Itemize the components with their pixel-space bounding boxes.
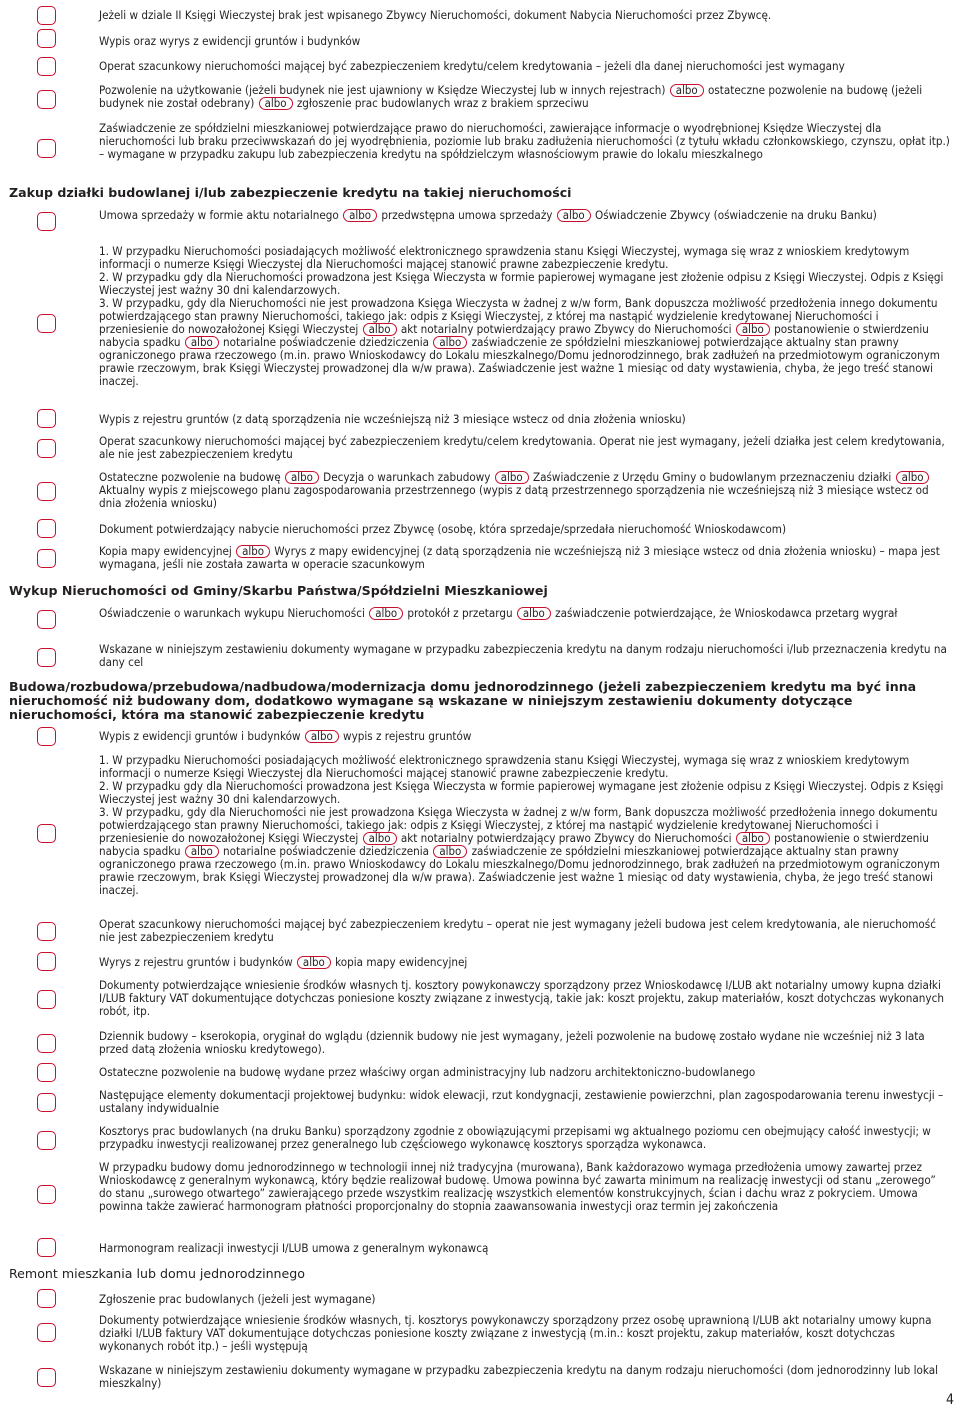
section-heading: Wykup Nieruchomości od Gminy/Skarbu Państwa/Spółdzielni Mieszkaniowej [9,583,548,598]
albo-badge: albo [433,845,467,858]
item-text: Zaświadczenie ze spółdzielni mieszkaniowej potwierdzające prawo do nieruchomości, zawierające informacje o wyodrębnionej Księdze Wieczystej dla nieruchomości lub braku przeciwwskazań do jej wyodrębnienia, poziomie lub braku zadłużenia nieruchomości (z tytułu wkładu członkowskiego, czynszu, opłat itp.) – wymagane w przypadku zakupu lub zabezpieczenia kredytu na spółdzielczym własnościowym prawie do lokalu mieszkalnego [99,121,950,161]
albo-badge: albo [259,97,293,110]
checkbox[interactable] [37,439,56,458]
checkbox[interactable] [37,1034,56,1053]
item-text: Kopia mapy ewidencyjnej albo Wyrys z mapy ewidencyjnej (z datą sporządzenia nie wcześniejszą niż 3 miesiące wstecz od dnia złożenia wniosku) – mapa jest wymagana, jeśli nie została zawarta w operacie szacunkowym [99,544,940,571]
albo-badge: albo [343,209,377,222]
albo-badge: albo [369,607,403,620]
item-text: Oświadczenie o warunkach wykupu Nieruchomości albo protokół z przetargu albo zaświadczenie potwierdzające, że Wnioskodawca przetarg wygrał [99,606,898,620]
checkbox[interactable] [37,549,56,568]
checkbox[interactable] [37,1093,56,1112]
checkbox[interactable] [37,824,56,843]
albo-badge: albo [670,84,704,97]
item-text: Wskazane w niniejszym zestawieniu dokumenty wymagane w przypadku zabezpieczenia kredytu na danym rodzaju nieruchomości i/lub przeznaczenia kredytu na dany cel [99,642,947,669]
checkbox[interactable] [37,212,56,231]
checkbox[interactable] [37,90,56,109]
albo-badge: albo [185,336,219,349]
item-text: W przypadku budowy domu jednorodzinnego w technologii innej niż tradycyjna (murowana), Bank każdorazowo wymaga przedłożenia umowy zawartej przez Wnioskodawcę z generalnym wykonawcą, który będzie realizował budowę. Umowa powinna być zawarta minimum na realizację inwestycji od stanu „zerowego” do stanu „surowego otwartego” zawierającego przede wszystkim realizację wszystkich elementów konstrukcyjnych, ścian i dachu wraz z pokryciem. Umowa powinna także zawierać harmonogram płatności proporcjonalny do stopnia zaawansowania inwestycji oraz termin jej zakończenia [99,1160,936,1213]
item-text: Operat szacunkowy nieruchomości mającej być zabezpieczeniem kredytu – operat nie jest wymagany jeżeli budowa jest celem kredytowania, ale nieruchomość nie jest zabezpieczeniem kredytu [99,917,936,944]
albo-badge: albo [896,471,930,484]
checkbox[interactable] [37,29,56,48]
item-text: Wypis oraz wyrys z ewidencji gruntów i budynków [99,34,361,48]
item-text: Zgłoszenie prac budowlanych (jeżeli jest wymagane) [99,1292,376,1306]
checkbox[interactable] [37,409,56,428]
section-heading: Remont mieszkania lub domu jednorodzinnego [9,1266,305,1281]
checkbox[interactable] [37,314,56,333]
checkbox[interactable] [37,990,56,1009]
item-text: 1. W przypadku Nieruchomości posiadających możliwość elektronicznego sprawdzenia stanu Księgi Wieczystej, wymaga się wraz z wnioskiem kredytowym informacji o numerze Księgi Wieczystej dla Nieruchomości mającej stanowić prawne zabezpieczenie kredytu. 2. W przypadku gdy dla Nieruchomości prowadzona jest Księga Wieczysta w formie papierowej wymagane jest złożenie odpisu z Księgi Wieczystej. Odpis z Księgi Wieczystej jest ważny 30 dni kalendarzowych. 3. W przypadku, gdy dla Nieruchomości nie jest prowadzona Księga Wieczysta w żadnej z w/w form, Bank dopuszcza możliwość przedłożenia innego dokumentu potwierdzającego stan prawny Nieruchomości, takiego jak: odpis z Księgi Wieczystej, z której ma nastąpić wydzielenie kredytowanej Nieruchomości i przeniesienie do nowozałożonej Księgi Wieczystej albo akt notarialny potwierdzający prawo Zbywcy do Nieruchomości albo postanowienie o stwierdzeniu nabycia spadku albo notarialne poświadczenie dziedziczenia albo zaświadczenie ze spółdzielni mieszkaniowej potwierdzające aktualny stan prawny ograniczonego prawa rzeczowego (m.in. prawo Wnioskodawcy do Lokalu mieszkalnego/Domu jednorodzinnego, brak zadłużeń na przedmiotowym ograniczonym prawie rzeczowym, brak Księgi Wieczystej prowadzonej dla w/w prawa). Zaświadczenie jest ważne 1 miesiąc od daty wystawienia, chyba, że jego treść stanowi inaczej. [99,244,944,388]
checkbox[interactable] [37,727,56,746]
checkbox[interactable] [37,1238,56,1257]
checkbox[interactable] [37,1368,56,1387]
albo-badge: albo [185,845,219,858]
page-number: 4 [945,1392,954,1408]
item-text: Dokumenty potwierdzające wniesienie środków własnych, tj. kosztorys powykonawczy sporządzony przez osobę uprawnioną I/LUB akt notarialny umowy kupna działki I/LUB faktury VAT dokumentujące dotychczas poniesione koszty związane z inwestycją (m.in.: koszt projektu, zakup materiałów, koszt dotychczas wykonanych robót itp.) – jeśli występują [99,1313,932,1353]
checkbox[interactable] [37,1185,56,1204]
item-text: Następujące elementy dokumentacji projektowej budynku: widok elewacji, rzut kondygnacji, zestawienie powierzchni, plan zagospodarowania terenu inwestycji – ustalany indywidualnie [99,1088,944,1115]
item-text: Pozwolenie na użytkowanie (jeżeli budynek nie jest ujawniony w Księdze Wieczystej lub w innych rejestrach) albo ostateczne pozwolenie na budowę (jeżeli budynek nie został odebrany) albo zgłoszenie prac budowlanych wraz z brakiem sprzeciwu [99,83,923,110]
item-text: Wypis z rejestru gruntów (z datą sporządzenia nie wcześniejszą niż 3 miesiące wstecz od dnia złożenia wniosku) [99,412,686,426]
checkbox[interactable] [37,1289,56,1308]
checkbox[interactable] [37,610,56,629]
item-text: Kosztorys prac budowlanych (na druku Banku) sporządzony zgodnie z obowiązującymi przepisami wg aktualnego poziomu cen obejmujący całość inwestycji; w przypadku inwestycji realizowanej przez generalnego lub częściowego wykonawcę kosztorys sporządza wykonawca. [99,1124,931,1151]
checkbox[interactable] [37,922,56,941]
item-text: Dziennik budowy – kserokopia, oryginał do wglądu (dziennik budowy nie jest wymagany, jeżeli pozwolenie na budowę zostało wydane nie wcześniej niż 3 lata przed datą złożenia wniosku kredytowego). [99,1029,925,1056]
checkbox[interactable] [37,482,56,501]
item-text: Dokumenty potwierdzające wniesienie środków własnych tj. kosztory powykonawczy sporządzony przez Wnioskodawcę I/LUB akt notarialny umowy kupna działki I/LUB faktury VAT dokumentujące dotychczas poniesione koszty związane z inwestycją, takie jak: koszt projektu, zakup materiałów, koszt dotychczas wykonanych robót, itp. [99,978,944,1018]
albo-badge: albo [297,956,331,969]
checkbox[interactable] [37,1323,56,1342]
checkbox[interactable] [37,1131,56,1150]
checkbox[interactable] [37,57,56,76]
item-text: Wskazane w niniejszym zestawieniu dokumenty wymagane w przypadku zabezpieczenia kredytu na danym rodzaju nieruchomości (dom jednorodzinny lub lokal mieszkalny) [99,1363,939,1390]
item-text: Wyrys z rejestru gruntów i budynków albo kopia mapy ewidencyjnej [99,955,468,969]
albo-badge: albo [433,336,467,349]
item-text: Jeżeli w dziale II Księgi Wieczystej brak jest wpisanego Zbywcy Nieruchomości, dokument Nabycia Nieruchomości przez Zbywcę. [99,8,772,22]
checkbox[interactable] [37,139,56,158]
albo-badge: albo [363,323,397,336]
checkbox[interactable] [37,648,56,667]
albo-badge: albo [285,471,319,484]
checkbox[interactable] [37,1063,56,1082]
albo-badge: albo [236,545,270,558]
item-text: Dokument potwierdzający nabycie nieruchomości przez Zbywcę (osobę, która sprzedaje/sprzedała nieruchomość Wnioskodawcom) [99,522,787,536]
section-heading: Zakup działki budowlanej i/lub zabezpieczenie kredytu na takiej nieruchomości [9,185,572,200]
item-text: Harmonogram realizacji inwestycji I/LUB umowa z generalnym wykonawcą [99,1241,489,1255]
item-text: Ostateczne pozwolenie na budowę albo Decyzja o warunkach zabudowy albo Zaświadczenie z Urzędu Gminy o budowlanym przeznaczeniu działki albo Aktualny wypis z miejscowego planu zagospodarowania przestrzennego (wypis z datą przestrzennego sporządzenia nie wcześniejszą niż 3 miesiące wstecz od dnia złożenia wniosku) [99,470,929,510]
item-text: 1. W przypadku Nieruchomości posiadających możliwość elektronicznego sprawdzenia stanu Księgi Wieczystej, wymaga się wraz z wnioskiem kredytowym informacji o numerze Księgi Wieczystej dla Nieruchomości mającej stanowić prawne zabezpieczenie kredytu. 2. W przypadku gdy dla Nieruchomości prowadzona jest Księga Wieczysta w formie papierowej wymagane jest złożenie odpisu z Księgi Wieczystej. Odpis z Księgi Wieczystej jest ważny 30 dni kalendarzowych. 3. W przypadku, gdy dla Nieruchomości nie jest prowadzona Księga Wieczysta w żadnej z w/w form, Bank dopuszcza możliwość przedłożenia innego dokumentu potwierdzającego stan prawny Nieruchomości, takiego jak: odpis z Księgi Wieczystej, z której ma nastąpić wydzielenie kredytowanej Nieruchomości i przeniesienie do nowozałożonej Księgi Wieczystej albo akt notarialny potwierdzający prawo Zbywcy do Nieruchomości albo postanowienie o stwierdzeniu nabycia spadku albo notarialne poświadczenie dziedziczenia albo zaświadczenie ze spółdzielni mieszkaniowej potwierdzające aktualny stan prawny ograniczonego prawa rzeczowego (m.in. prawo Wnioskodawcy do Lokalu mieszkalnego/Domu jednorodzinnego, brak zadłużeń na przedmiotowym ograniczonym prawie rzeczowym, brak Księgi Wieczystej prowadzonej dla w/w prawa). Zaświadczenie jest ważne 1 miesiąc od daty wystawienia, chyba, że jego treść stanowi inaczej. [99,753,944,897]
item-text: Operat szacunkowy nieruchomości mającej być zabezpieczeniem kredytu/celem kredytowania. Operat nie jest wymagany, jeżeli działka jest celem kredytowania, ale nie jest zabezpieczeniem kredytu [99,434,945,461]
albo-badge: albo [557,209,591,222]
albo-badge: albo [736,323,770,336]
section-heading: Budowa/rozbudowa/przebudowa/nadbudowa/modernizacja domu jednorodzinnego (jeżeli zabezpieczeniem kredytu ma być inna nieruchomość niż budowany dom, dodatkowo wymagane są wskazane w niniejszym zestawieniu dokumenty dotyczące nieruchomości, która ma stanowić zabezpieczenie kredytu [9,679,917,722]
checkbox[interactable] [37,952,56,971]
albo-badge: albo [517,607,551,620]
checkbox[interactable] [37,6,56,25]
checkbox[interactable] [37,519,56,538]
item-text: Ostateczne pozwolenie na budowę wydane przez właściwy organ administracyjny lub nadzoru architektoniczno-budowlanego [99,1065,756,1079]
albo-badge: albo [495,471,529,484]
item-text: Umowa sprzedaży w formie aktu notarialnego albo przedwstępna umowa sprzedaży albo Oświadczenie Zbywcy (oświadczenie na druku Banku) [99,208,877,222]
item-text: Wypis z ewidencji gruntów i budynków albo wypis z rejestru gruntów [99,729,472,743]
albo-badge: albo [363,832,397,845]
albo-badge: albo [305,730,339,743]
albo-badge: albo [736,832,770,845]
item-text: Operat szacunkowy nieruchomości mającej być zabezpieczeniem kredytu/celem kredytowania – jeżeli dla danej nieruchomości jest wymagany [99,59,845,73]
